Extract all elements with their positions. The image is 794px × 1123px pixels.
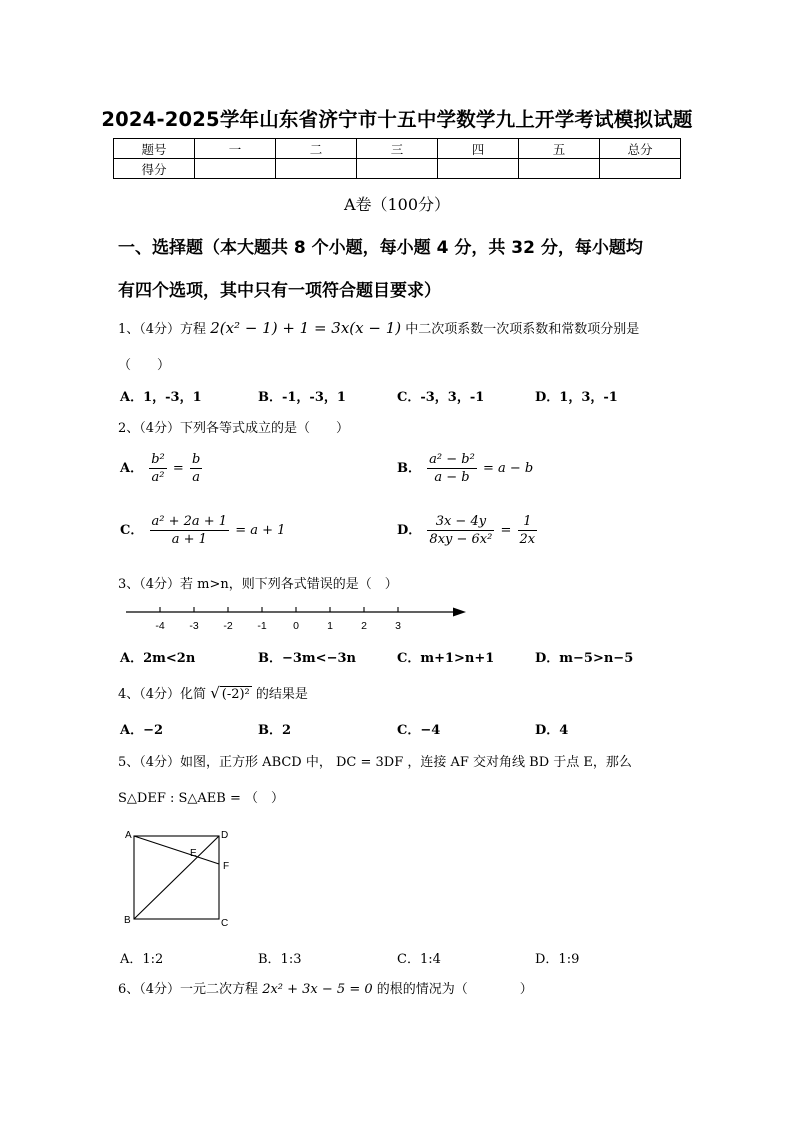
q6-suffix: 的根的情况为（ ） (376, 982, 533, 997)
q2-option-a (120, 452, 204, 485)
label-c: C (221, 918, 229, 929)
score-blank (357, 159, 438, 179)
q4-option-a: A．−2 (120, 723, 164, 738)
part1-heading-line2: 有四个选项，其中只有一项符合题目要求） (118, 281, 441, 301)
q4-option-d: D．4 (535, 723, 569, 738)
q2-b-num: a² − b² (429, 452, 475, 467)
score-table-header-row (114, 139, 681, 159)
number-line-tick-label: -1 (257, 620, 267, 632)
q2-a-eq: = (172, 461, 184, 476)
square-figure (120, 826, 240, 930)
q4-suffix: 的结果是 (255, 687, 308, 702)
score-blank (276, 159, 357, 179)
sqrt-icon: √ (210, 684, 220, 702)
question-6 (118, 978, 533, 997)
segment-af (134, 836, 219, 864)
score-table-score-row (114, 159, 681, 179)
q2-d-eq: = (500, 523, 512, 538)
score-cell: 三 (357, 139, 438, 159)
q2-d-rnum: 1 (518, 514, 538, 531)
q5-option-d: D．1:9 (535, 952, 580, 967)
section-a-heading: A卷（100分） (343, 195, 451, 214)
label-f: F (223, 861, 230, 872)
number-line-tick-label: -3 (189, 620, 199, 632)
number-line-tick-label: 3 (395, 620, 401, 632)
q4-prefix: 4、（4分）化简 (118, 687, 207, 702)
label-b: B (124, 915, 131, 926)
q2-option-c (120, 514, 285, 547)
q2-d-label: D． (397, 523, 422, 538)
number-line-tick-label: -4 (155, 620, 165, 632)
q1-suffix: 中二次项系数一次项系数和常数项分别是 (405, 322, 640, 337)
number-line-tick-label: -2 (223, 620, 233, 632)
number-line (120, 600, 470, 636)
q4-option-c: C．−4 (397, 723, 441, 738)
q2-option-b (397, 452, 533, 485)
q2-c-den: a + 1 (171, 532, 207, 547)
q3-stem: 3、（4分）若 m>n，则下列各式错误的是（ ） (118, 577, 398, 592)
score-cell: 二 (276, 139, 357, 159)
q6-prefix: 6、（4分）一元二次方程 (118, 982, 259, 997)
part1-heading-line1: 一、选择题（本大题共 8 个小题，每小题 4 分，共 32 分，每小题均 (118, 238, 643, 258)
q2-a-rnum: b (191, 452, 201, 467)
label-a: A (125, 830, 132, 841)
q2-a-rden: a (192, 470, 201, 485)
q2-d-rden: 2x (519, 532, 536, 547)
q5-option-b: B．1:3 (258, 952, 302, 967)
q1-option-d: D．1，3，-1 (535, 390, 618, 405)
score-blank (438, 159, 519, 179)
question-4 (118, 683, 308, 702)
q2-b-den: a − b (434, 470, 470, 485)
q2-b-rhs: = a − b (482, 461, 534, 476)
score-blank (195, 159, 276, 179)
q5-option-c: C．1:4 (397, 952, 441, 967)
q1-paren: （ ） (118, 358, 171, 373)
q2-option-d (397, 514, 539, 547)
q2-c-num: a² + 2a + 1 (151, 514, 228, 529)
q1-option-b: B．-1，-3，1 (258, 390, 346, 405)
q2-d-den: 8xy − 6x² (429, 532, 493, 547)
q1-option-a: A．1，-3，1 (120, 390, 202, 405)
q3-option-b: B．−3m<−3n (258, 651, 356, 666)
label-e: E (190, 848, 197, 859)
q2-d-num: 3x − 4y (427, 514, 494, 531)
exam-title: 2024-2025学年山东省济宁市十五中学数学九上开学考试模拟试题 (101, 108, 693, 131)
question-1 (118, 318, 639, 337)
q5-line1: 5、（4分）如图，正方形 ABCD 中， DC = 3DF ，连接 AF 交对角线 BD 于点 E，那么 (118, 755, 632, 770)
number-line-arrow-icon (453, 608, 466, 617)
label-d: D (221, 830, 229, 841)
q3-option-c: C．m+1>n+1 (397, 651, 495, 666)
score-blank (600, 159, 681, 179)
score-cell: 四 (438, 139, 519, 159)
number-line-tick-label: 2 (361, 620, 367, 632)
q1-option-c: C．-3，3，-1 (397, 390, 485, 405)
q2-a-den: a² (151, 470, 165, 485)
q2-c-rhs: = a + 1 (235, 523, 286, 538)
q3-option-a: A．2m<2n (120, 651, 196, 666)
number-line-tick-label: 1 (327, 620, 333, 632)
q3-option-d: D．m−5>n−5 (535, 651, 634, 666)
q4-radicand: (-2)² (221, 687, 250, 702)
q1-equation: 2(x² − 1) + 1 = 3x(x − 1) (210, 319, 402, 337)
number-line-tick-label: 0 (293, 620, 299, 632)
q1-prefix: 1、（4分）方程 (118, 322, 207, 337)
q2-a-num: b² (151, 452, 165, 467)
score-row-label: 得分 (114, 159, 195, 179)
score-blank (519, 159, 600, 179)
q2-a-label: A． (120, 461, 144, 476)
q2-b-label: B． (397, 461, 421, 476)
q2-stem: 2、（4分）下列各等式成立的是（ ） (118, 421, 350, 436)
score-cell: 一 (195, 139, 276, 159)
q5-line2: S△DEF : S△AEB = （ ） (118, 791, 284, 806)
q6-equation: 2x² + 3x − 5 = 0 (262, 982, 373, 997)
q2-c-label: C． (120, 523, 144, 538)
score-cell: 五 (519, 139, 600, 159)
score-table (113, 138, 681, 179)
diagonal-bd (134, 836, 219, 919)
q5-option-a: A．1:2 (120, 952, 164, 967)
q4-option-b: B．2 (258, 723, 292, 738)
score-cell: 总分 (600, 139, 681, 159)
score-cell: 题号 (114, 139, 195, 159)
